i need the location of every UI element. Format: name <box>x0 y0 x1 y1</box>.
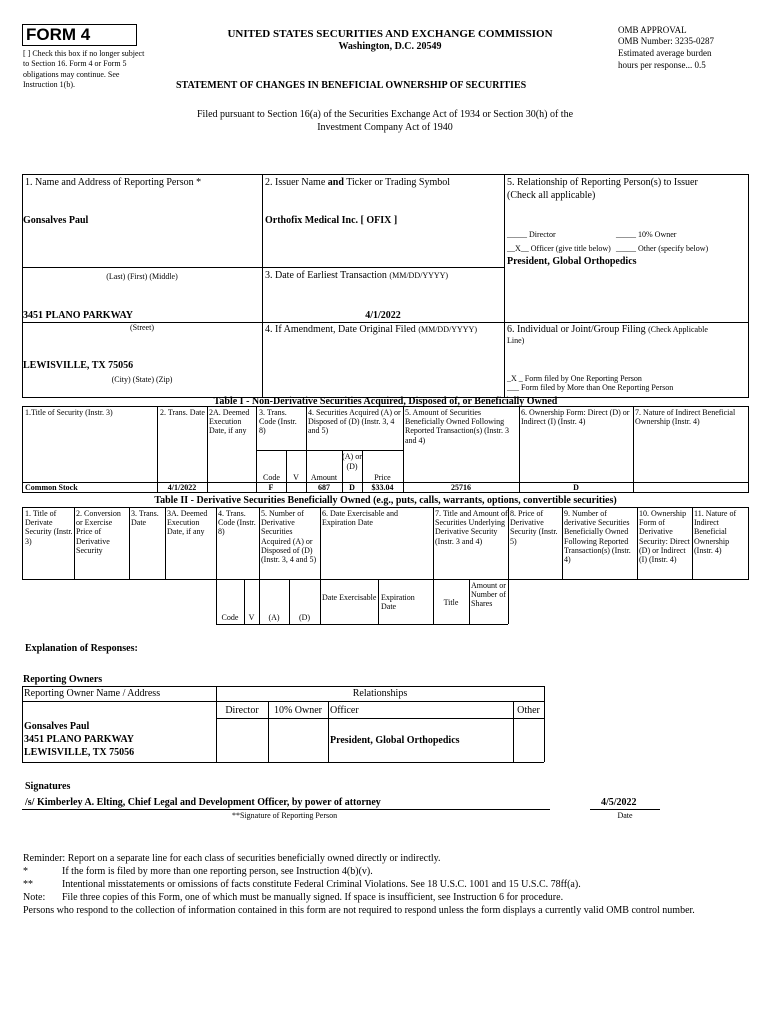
city-hint: (City) (State) (Zip) <box>111 375 173 384</box>
reporting-person-name: Gonsalves Paul <box>23 215 89 226</box>
owner-city: LEWISVILLE, TX 75056 <box>24 747 135 758</box>
signatures-heading: Signatures <box>25 781 71 792</box>
owners-col-relationships: Relationships <box>352 688 408 699</box>
box4-label: 4. If Amendment, Date Original Filed (MM/DD/YYYY) <box>265 324 477 335</box>
t1-sub-amount: Amount <box>310 473 338 482</box>
date-rule <box>590 809 660 810</box>
t1-col-ownership-form: 6. Ownership Form: Direct (D) or Indirect (I) (Instr. 4) <box>521 408 630 427</box>
owner-officer-title: President, Global Orthopedics <box>330 735 460 746</box>
t1-col-amount-owned: 5. Amount of Securities Beneficially Owned Following Reported Transaction(s) (Instr. 3 and 4) <box>405 408 509 445</box>
table1-title: Table I - Non-Derivative Securities Acquired, Disposed of, or Beneficially Owned <box>213 396 558 407</box>
box1-label: 1. Name and Address of Reporting Person * <box>25 177 202 188</box>
director-option[interactable]: _____ Director <box>507 230 556 239</box>
t2-sub-code: Code <box>221 613 239 622</box>
earliest-transaction-date: 4/1/2022 <box>365 310 401 321</box>
table2-title: Table II - Derivative Securities Beneficially Owned (e.g., puts, calls, warrants, options, convertible securities) <box>154 495 617 506</box>
ten-percent-owner-option[interactable]: _____ 10% Owner <box>616 230 677 239</box>
omb-hours: hours per response... 0.5 <box>618 60 706 70</box>
t1-row-date: 4/1/2022 <box>167 483 197 492</box>
owner-street: 3451 PLANO PARKWAY <box>24 734 135 745</box>
t1-col-security: 1.Title of Security (Instr. 3) <box>25 408 113 417</box>
t1-row-owned: 25716 <box>451 483 471 492</box>
box5-label-line1: 5. Relationship of Reporting Person(s) to Issuer <box>507 177 698 188</box>
box2-label: 2. Issuer Name and Ticker or Trading Symbol <box>265 177 451 188</box>
note2-text: Intentional misstatements or omissions of facts constitute Federal Criminal Violations. See 18 U.S.C. 1001 and 15 U.S.C. 78ff(a). <box>62 879 581 890</box>
t2-col-nature-indirect: 11. Nature of Indirect Beneficial Ownership (Instr. 4) <box>694 509 737 555</box>
owners-col-ten-pct: 10% Owner <box>273 705 323 716</box>
issuer-name: Orthofix Medical Inc. [ OFIX ] <box>265 215 398 226</box>
box3-label: 3. Date of Earliest Transaction (MM/DD/YYYY) <box>265 270 449 281</box>
reporting-owners-heading: Reporting Owners <box>23 674 103 685</box>
t2-sub-date-exercisable: Date Exercisable <box>322 593 377 602</box>
t1-row-aod: D <box>349 483 355 492</box>
reminder-note: Reminder: Report on a separate line for each class of securities beneficially owned directly or indirectly. <box>23 853 441 864</box>
filed-pursuant-line2: Investment Company Act of 1940 <box>317 122 453 133</box>
t2-sub-d: (D) <box>298 613 311 622</box>
signature-rule <box>22 809 550 810</box>
t1-row-amount: 687 <box>318 483 330 492</box>
explanation-heading: Explanation of Responses: <box>25 643 138 654</box>
t2-sub-amount: Amount or Number of Shares <box>471 581 506 609</box>
form-title: FORM 4 <box>26 25 91 44</box>
signature-hint: **Signature of Reporting Person <box>232 811 338 820</box>
t2-col-number-owned: 9. Number of derivative Securities Beneficially Owned Following Reported Transaction(s) (Instr. 4) <box>564 509 631 564</box>
officer-option[interactable]: __X__ Officer (give title below) <box>507 244 611 253</box>
omb-approval: OMB APPROVAL <box>618 25 687 35</box>
t2-col-trans-code: 4. Trans. Code (Instr. 8) <box>218 509 256 537</box>
t1-row-security: Common Stock <box>25 483 78 492</box>
t2-col-deemed-date: 3A. Deemed Execution Date, if any <box>167 509 208 537</box>
owners-col-director: Director <box>225 705 259 716</box>
note3-text: File three copies of this Form, one of which must be manually signed. If space is insufficient, see Instruction 6 for procedure. <box>62 892 564 903</box>
t1-sub-price: Price <box>374 473 391 482</box>
t2-col-number-derivative: 5. Number of Derivative Securities Acquired (A) or Disposed of (D) (Instr. 3, 4 and 5) <box>261 509 317 564</box>
t1-sub-v: V <box>293 473 299 482</box>
note1-text: If the form is filed by more than one reporting person, see Instruction 4(b)(v). <box>62 866 373 877</box>
no-longer-subject-checkbox[interactable]: [ ] Check this box if no longer subject to Section 16. Form 4 or Form 5 obligations may continue. See Instruction 1(b). <box>23 49 145 90</box>
statement-title: STATEMENT OF CHANGES IN BENEFICIAL OWNERSHIP OF SECURITIES <box>176 80 527 91</box>
t2-sub-title: Title <box>443 598 459 607</box>
owner-name: Gonsalves Paul <box>24 721 90 732</box>
filed-pursuant-line1: Filed pursuant to Section 16(a) of the Securities Exchange Act of 1934 or Section 30(h) of the <box>196 109 574 120</box>
t1-sub-code: Code <box>263 473 280 482</box>
name-hint: (Last) (First) (Middle) <box>106 272 178 281</box>
t1-col-deemed-date: 2A. Deemed Execution Date, if any <box>209 408 250 436</box>
t2-col-date-exercisable: 6. Date Exercisable and Expiration Date <box>322 509 398 528</box>
note2-mark: ** <box>23 879 33 890</box>
owners-col-other: Other <box>517 705 540 716</box>
t2-sub-a: (A) <box>268 613 280 622</box>
t2-col-price: 8. Price of Derivative Security (Instr. 5) <box>510 509 558 546</box>
owners-col-name: Reporting Owner Name / Address <box>24 688 161 699</box>
t2-col-conversion: 2. Conversion or Exercise Price of Derivative Security <box>76 509 121 555</box>
owners-col-officer: Officer <box>330 705 359 716</box>
t1-row-code: F <box>268 483 274 492</box>
street-hint: (Street) <box>130 323 154 332</box>
omb-number: OMB Number: 3235-0287 <box>618 36 714 46</box>
officer-title: President, Global Orthopedics <box>507 256 637 267</box>
t2-sub-expiration: Expiration Date <box>381 593 415 612</box>
t2-col-underlying: 7. Title and Amount of Securities Underlying Derivative Security (Instr. 3 and 4) <box>435 509 508 546</box>
t2-col-trans-date: 3. Trans. Date <box>131 509 159 528</box>
box6-label: 6. Individual or Joint/Group Filing (Check Applicable <box>507 324 708 335</box>
filing-option-multiple[interactable]: ___ Form filed by More than One Reporting Person <box>507 383 674 392</box>
filing-option-one-person[interactable]: _X _ Form filed by One Reporting Person <box>507 374 642 383</box>
note3-mark: Note: <box>23 892 46 903</box>
agency-location: Washington, D.C. 20549 <box>338 41 442 52</box>
t1-row-form: D <box>573 483 579 492</box>
t1-col-trans-date: 2. Trans. Date <box>160 408 205 417</box>
t1-col-acquired-disposed: 4. Securities Acquired (A) or Disposed of (D) (Instr. 3, 4 and 5) <box>308 408 401 436</box>
box5-label-line2: (Check all applicable) <box>507 190 596 201</box>
t2-col-ownership-form: 10. Ownership Form of Derivative Security: Direct (D) or Indirect (I) (Instr. 4) <box>639 509 690 564</box>
t1-row-price: $33.04 <box>371 483 394 492</box>
t2-sub-v: V <box>248 613 255 622</box>
note1-mark: * <box>23 866 28 877</box>
omb-control-note: Persons who respond to the collection of information contained in this form are not required to respond unless the form displays a currently valid OMB control number. <box>23 905 695 916</box>
signer-line: /s/ Kimberley A. Elting, Chief Legal and Development Officer, by power of attorney <box>25 797 381 808</box>
reporting-person-city: LEWISVILLE, TX 75056 <box>23 360 134 371</box>
omb-burden: Estimated average burden <box>618 48 712 58</box>
reporting-person-street: 3451 PLANO PARKWAY <box>23 310 134 321</box>
t1-col-trans-code: 3. Trans. Code (Instr. 8) <box>259 408 297 436</box>
date-hint: Date <box>617 811 633 820</box>
other-option[interactable]: _____ Other (specify below) <box>616 244 709 253</box>
t1-col-nature-indirect: 7. Nature of Indirect Beneficial Ownership (Instr. 4) <box>635 408 736 427</box>
agency-name: UNITED STATES SECURITIES AND EXCHANGE COMMISSION <box>227 28 553 40</box>
box6-label-line2: Line) <box>507 336 525 345</box>
signature-date: 4/5/2022 <box>601 797 637 808</box>
t1-sub-aod: (A) or (D) <box>342 452 362 471</box>
t2-col-security: 1. Title of Derivate Security (Instr. 3) <box>25 509 73 546</box>
